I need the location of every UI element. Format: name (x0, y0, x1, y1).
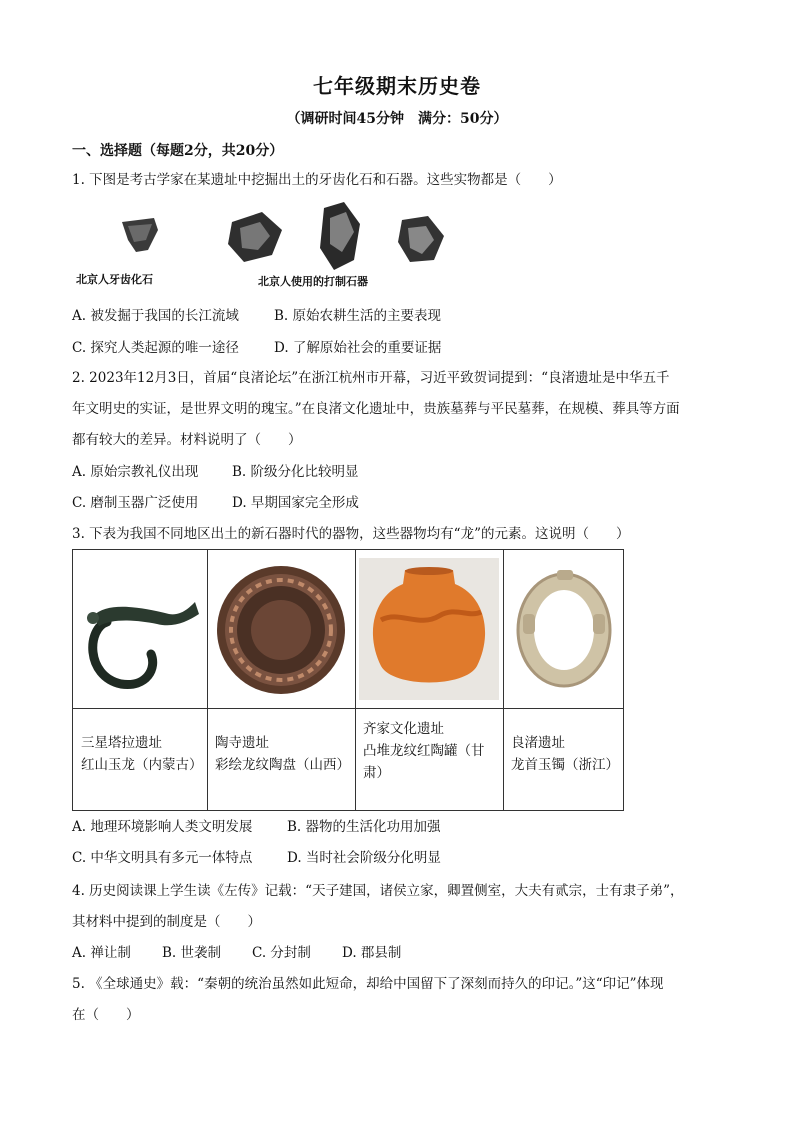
cell-2-text (215, 732, 350, 776)
q4-option-b: B. 世袭制 (162, 945, 222, 961)
caption-tooth: 北京人牙齿化石 (76, 273, 153, 286)
q3-option-a: A. 地理环境影响人类文明发展 (72, 819, 253, 835)
q4-option-c: C. 分封制 (252, 945, 311, 961)
cell-2-artifact: 彩绘龙纹陶盘（山西） (215, 757, 350, 773)
q3-option-b: B. 器物的生活化功用加强 (287, 819, 441, 835)
cell-4-artifact: 龙首玉镯（浙江） (511, 757, 619, 773)
question-5-line-2: 在（ ） (72, 1007, 140, 1023)
cell-3-text (363, 718, 485, 784)
cell-1-site: 三星塔拉遗址 (81, 735, 162, 751)
dragon-head-jade-bracelet-image (507, 558, 621, 700)
q4-option-d: D. 郡县制 (342, 945, 402, 961)
q1-option-c: C. 探究人类起源的唯一途径 (72, 340, 239, 356)
artifact-table (72, 549, 624, 811)
jade-dragon-image (77, 558, 203, 700)
q1-option-d: D. 了解原始社会的重要证据 (274, 340, 442, 356)
caption-tools: 北京人使用的打制石器 (258, 275, 368, 288)
cell-3-site: 齐家文化遗址 (363, 721, 444, 737)
cell-4-site: 良渚遗址 (511, 735, 565, 751)
q1-option-b: B. 原始农耕生活的主要表现 (274, 308, 442, 324)
question-2-line-2: 年文明史的实证，是世界文明的瑰宝。”在良渚文化遗址中，贵族墓葬与平民墓葬，在规模、葬具等方面 (72, 401, 680, 417)
cell-3-artifact-cont: 肃） (363, 765, 390, 781)
cell-1-text (81, 732, 203, 776)
question-4-line-2: 其材料中提到的制度是（ ） (72, 914, 261, 930)
red-pottery-jar-image (359, 558, 499, 700)
q2-option-d: D. 早期国家完全形成 (232, 495, 359, 511)
cell-3-artifact: 凸堆龙纹红陶罐（甘 (363, 743, 485, 759)
cell-4-text (511, 732, 619, 776)
painted-dragon-plate-image (211, 558, 351, 700)
section-heading: 一、选择题（每题2分，共20分） (72, 143, 284, 159)
q3-option-d: D. 当时社会阶级分化明显 (287, 850, 441, 866)
question-2-line-1: 2. 2023年12月3日，首届“良渚论坛”在浙江杭州市开幕，习近平致贺词提到：“良渚遗址是中华五千 (72, 370, 670, 386)
question-4-line-1: 4. 历史阅读课上学生读《左传》记载：“天子建国，诸侯立家，卿置侧室，大夫有贰宗，士有隶子弟”， (72, 883, 684, 899)
q2-option-a: A. 原始宗教礼仪出现 (72, 464, 199, 480)
question-5-line-1: 5. 《全球通史》载：“秦朝的统治虽然如此短命，却给中国留下了深刻而持久的印记。”这“印记”体现 (72, 976, 664, 992)
question-3-stem: 3. 下表为我国不同地区出土的新石器时代的器物，这些器物均有“龙”的元素。这说明（ ） (72, 526, 630, 542)
exam-info: （调研时间45分钟 满分：50分） (286, 111, 508, 127)
q2-option-b: B. 阶级分化比较明显 (232, 464, 359, 480)
question-2-line-3: 都有较大的差异。材料说明了（ ） (72, 432, 302, 448)
cell-2-site: 陶寺遗址 (215, 735, 269, 751)
fossil-and-stone-tools-image (72, 200, 452, 295)
q3-option-c: C. 中华文明具有多元一体特点 (72, 850, 253, 866)
page-title: 七年级期末历史卷 (313, 74, 481, 98)
q4-option-a: A. 禅让制 (72, 945, 131, 961)
q2-option-c: C. 磨制玉器广泛使用 (72, 495, 199, 511)
q1-option-a: A. 被发掘于我国的长江流域 (72, 308, 239, 324)
question-1-stem: 1. 下图是考古学家在某遗址中挖掘出土的牙齿化石和石器。这些实物都是（ ） (72, 172, 562, 188)
cell-1-artifact: 红山玉龙（内蒙古） (81, 757, 203, 773)
